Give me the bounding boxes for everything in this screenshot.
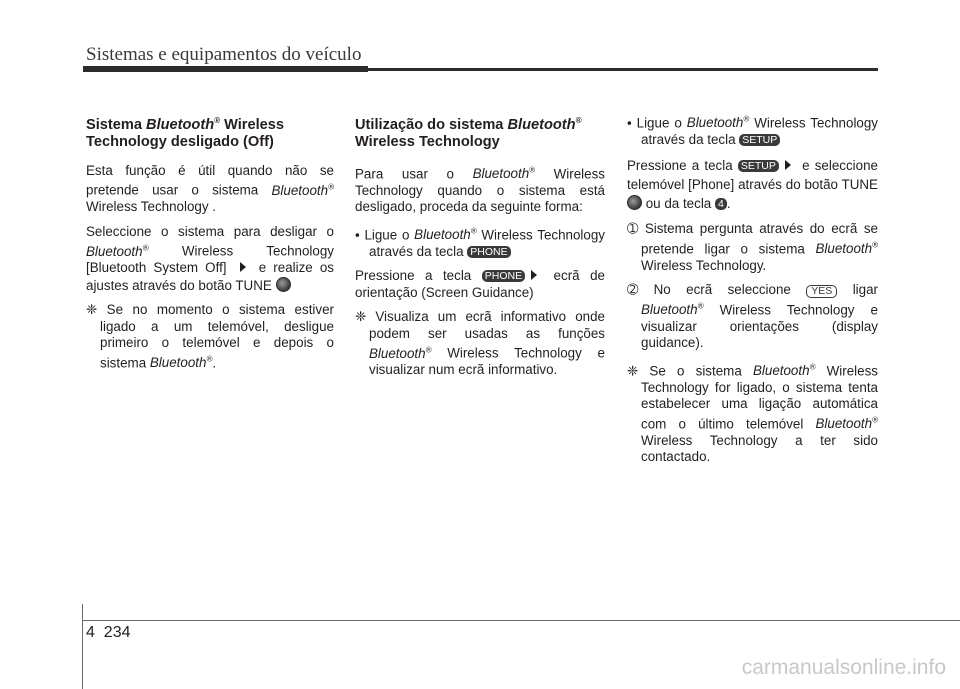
column-2 <box>355 112 605 387</box>
paragraph: Pressione a tecla SETUP e seleccione telemóvel [Phone] através do botão TUNE ou da tecla 4 . <box>627 158 878 212</box>
page-header-title: Sistemas e equipamentos do veículo <box>86 44 362 65</box>
watermark: carmanualsonline.info <box>741 656 946 679</box>
page-number: 4 234 <box>86 624 131 641</box>
column-1 <box>86 112 334 380</box>
arrow-right-icon <box>240 262 246 272</box>
note: ❈ Se o sistema Bluetooth® Wireless Technology for ligado, o sistema tenta estabelecer uma ligação automática com o último telemóvel Bluetooth® Wireless Technology a ter sido contactado. <box>627 362 878 465</box>
yes-key: YES <box>806 285 837 298</box>
footer-rule <box>83 620 960 621</box>
footer-vertical-rule <box>82 604 83 689</box>
phone-key: PHONE <box>482 270 525 282</box>
phone-key: PHONE <box>467 246 510 258</box>
arrow-right-icon <box>531 270 537 280</box>
header-rule-accent <box>83 66 368 72</box>
bullet-item: • Ligue o Bluetooth® Wireless Technology através da tecla PHONE <box>355 226 605 259</box>
paragraph: Para usar o Bluetooth® Wireless Technology quando o sistema está desligado, proceda da seguinte forma: <box>355 165 605 215</box>
arrow-right-icon <box>785 160 791 170</box>
note: ❈ Se no momento o sistema estiver ligado a um telemóvel, desligue primeiro o telemóvel e depois o sistema Bluetooth®. <box>86 302 334 371</box>
note: ❈ Visualiza um ecrã informativo onde podem ser usadas as funções Bluetooth® Wireless Technology e visualizar num ecrã informativo. <box>355 309 605 378</box>
bullet-item: • Ligue o Bluetooth® Wireless Technology através da tecla SETUP <box>627 115 879 147</box>
section-heading-bluetooth-usage: Utilização do sistema Bluetooth® Wireless Technology <box>355 116 582 150</box>
step-2: ➁ No ecrã seleccione YES ligar Bluetooth® Wireless Technology e visualizar orientações (display guidance). <box>627 282 878 351</box>
column-3 <box>627 112 878 474</box>
setup-key: SETUP <box>739 134 780 146</box>
step-1: ➀ Sistema pergunta através do ecrã se pretende ligar o sistema Bluetooth® Wireless Technology. <box>627 221 878 273</box>
paragraph: Pressione a tecla PHONE ecrã de orientação (Screen Guidance) <box>355 268 605 300</box>
section-heading-bluetooth-off: Sistema Bluetooth® Wireless Technology desligado (Off) <box>86 116 284 150</box>
tune-knob-icon <box>627 195 642 210</box>
paragraph: Esta função é útil quando não se pretende usar o sistema Bluetooth® Wireless Technology . <box>86 162 334 215</box>
setup-key: SETUP <box>738 160 779 172</box>
tune-knob-icon <box>276 277 291 292</box>
number-4-key: 4 <box>715 198 727 210</box>
paragraph: Seleccione o sistema para desligar o Bluetooth® Wireless Technology [Bluetooth System Off] e realize os ajustes através do botão TUNE <box>86 223 334 293</box>
